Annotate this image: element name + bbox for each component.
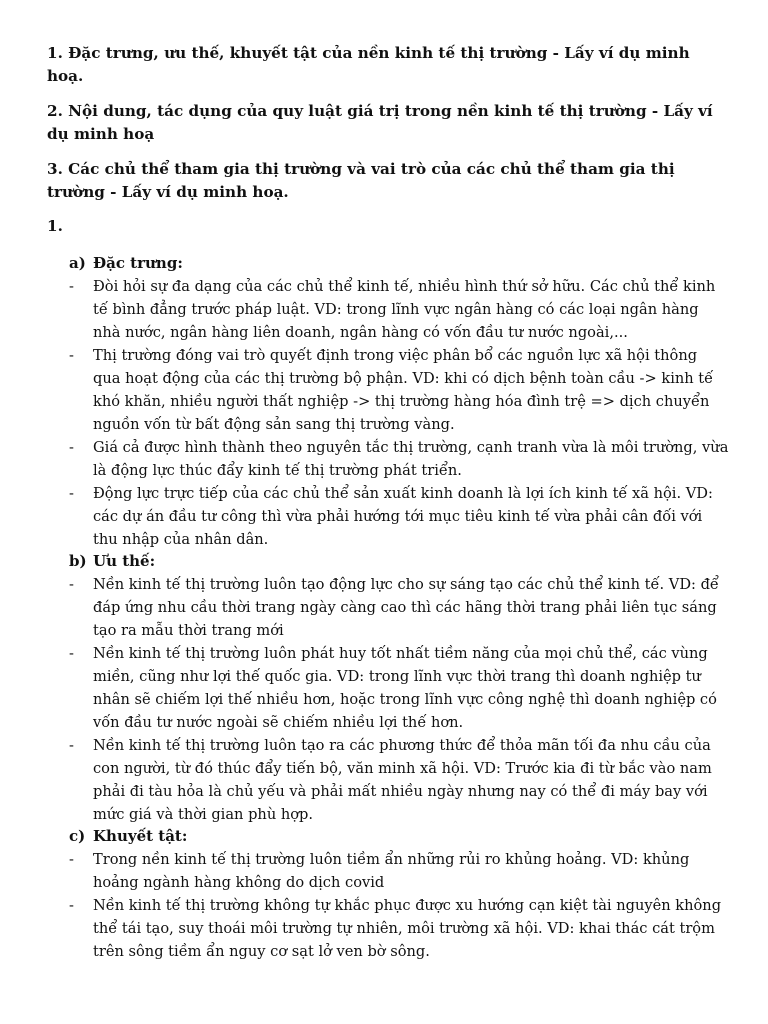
question-3: 3. Các chủ thể tham gia thị trường và vai trò của các chủ thể tham gia thị trường - Lấy ví dụ minh hoạ.: [47, 160, 675, 201]
section-c-bullets: [69, 848, 729, 963]
bullet-text: Trong nền kinh tế thị trường luôn tiềm ẩn những rủi ro khủng hoảng. VD: khủng hoảng ngành hàng không do dịch covid: [93, 851, 690, 891]
section-b-letter: b): [69, 552, 87, 570]
bullet-item: [69, 894, 729, 963]
bullet-item: [69, 573, 729, 642]
section-a: [69, 252, 729, 551]
section-b-heading: [69, 550, 729, 573]
question-2: 2. Nội dung, tác dụng của quy luật giá trị trong nền kinh tế thị trường - Lấy ví dụ minh hoạ: [47, 102, 713, 143]
section-c: [69, 825, 729, 963]
bullet-item: [69, 344, 729, 436]
bullet-item: [69, 848, 729, 894]
section-a-title: Đặc trưng:: [93, 254, 183, 272]
bullet-text: Nền kinh tế thị trường không tự khắc phục được xu hướng cạn kiệt tài nguyên không thể tái tạo, suy thoái môi trường tự nhiên, môi trường xã hội. VD: khai thác cát trộm trên sông tiềm ẩn nguy cơ sạt lở ven bờ sông.: [93, 897, 722, 960]
bullet-text: Thị trường đóng vai trò quyết định trong việc phân bổ các nguồn lực xã hội thông qua hoạt động của các thị trường bộ phận. VD: khi có dịch bệnh toàn cầu -> kinh tế khó khăn, nhiều người thất nghiệp -> thị trường hàng hóa đình trệ => dịch chuyển nguồn vốn từ bất động sản sang thị trường vàng.: [93, 347, 714, 433]
bullet-text: Nền kinh tế thị trường luôn phát huy tốt nhất tiềm năng của mọi chủ thể, các vùng miền, cũng như lợi thế quốc gia. VD: trong lĩnh vực thời trang thì doanh nghiệp tư nhân sẽ chiếm lợi thế nhiều hơn, hoặc trong lĩnh vực công nghệ thì doanh nghiệp có vốn đầu tư nước ngoài sẽ chiếm nhiều lợi thế hơn.: [93, 645, 717, 731]
section-a-letter: a): [69, 254, 86, 272]
bullet-text: Giá cả được hình thành theo nguyên tắc thị trường, cạnh tranh vừa là môi trường, vừa là động lực thúc đẩy kinh tế thị trường phát triển.: [93, 439, 729, 479]
bullet-text: Nền kinh tế thị trường luôn tạo ra các phương thức để thỏa mãn tối đa nhu cầu của con người, từ đó thúc đẩy tiến bộ, văn minh xã hội. VD: Trước kia đi từ bắc vào nam phải đi tàu hỏa là chủ yếu và phải mất nhiều ngày nhưng nay có thể đi máy bay với mức giá và thời gian phù hợp.: [93, 737, 712, 823]
bullet-dash: -: [69, 897, 74, 914]
bullet-dash: -: [69, 278, 74, 295]
section-c-title: Khuyết tật:: [93, 827, 188, 845]
bullet-dash: -: [69, 851, 74, 868]
section-b-bullets: [69, 573, 729, 826]
bullet-dash: -: [69, 737, 74, 754]
section-a-bullets: [69, 275, 729, 551]
answer-number: 1.: [47, 217, 63, 235]
section-c-letter: c): [69, 827, 86, 845]
bullet-item: [69, 734, 729, 826]
bullet-item: [69, 642, 729, 734]
bullet-text: Nền kinh tế thị trường luôn tạo động lực cho sự sáng tạo các chủ thể kinh tế. VD: để đáp ứng nhu cầu thời trang ngày càng cao thì các hãng thời trang phải liên tục sáng tạo ra mẫu thời trang mới: [93, 576, 719, 639]
bullet-dash: -: [69, 485, 74, 502]
question-1: 1. Đặc trưng, ưu thế, khuyết tật của nền kinh tế thị trường - Lấy ví dụ minh hoạ.: [47, 44, 690, 85]
bullet-item: [69, 275, 729, 344]
bullet-text: Động lực trực tiếp của các chủ thể sản xuất kinh doanh là lợi ích kinh tế xã hội. VD: các dự án đầu tư công thì vừa phải hướng tới mục tiêu kinh tế vừa phải cân đối với thu nhập của nhân dân.: [93, 485, 713, 548]
bullet-dash: -: [69, 576, 74, 593]
section-c-heading: [69, 825, 729, 848]
section-b: [69, 550, 729, 826]
bullet-dash: -: [69, 347, 74, 364]
bullet-item: [69, 482, 729, 551]
bullet-dash: -: [69, 439, 74, 456]
bullet-item: [69, 436, 729, 482]
bullet-text: Đòi hỏi sự đa dạng của các chủ thể kinh tế, nhiều hình thứ sở hữu. Các chủ thể kinh tế bình đẳng trước pháp luật. VD: trong lĩnh vực ngân hàng có các loại ngân hàng nhà nước, ngân hàng liên doanh, ngân hàng có vốn đầu tư nước ngoài,...: [93, 278, 716, 341]
section-a-heading: [69, 252, 729, 275]
section-b-title: Ưu thế:: [93, 552, 156, 570]
bullet-dash: -: [69, 645, 74, 662]
